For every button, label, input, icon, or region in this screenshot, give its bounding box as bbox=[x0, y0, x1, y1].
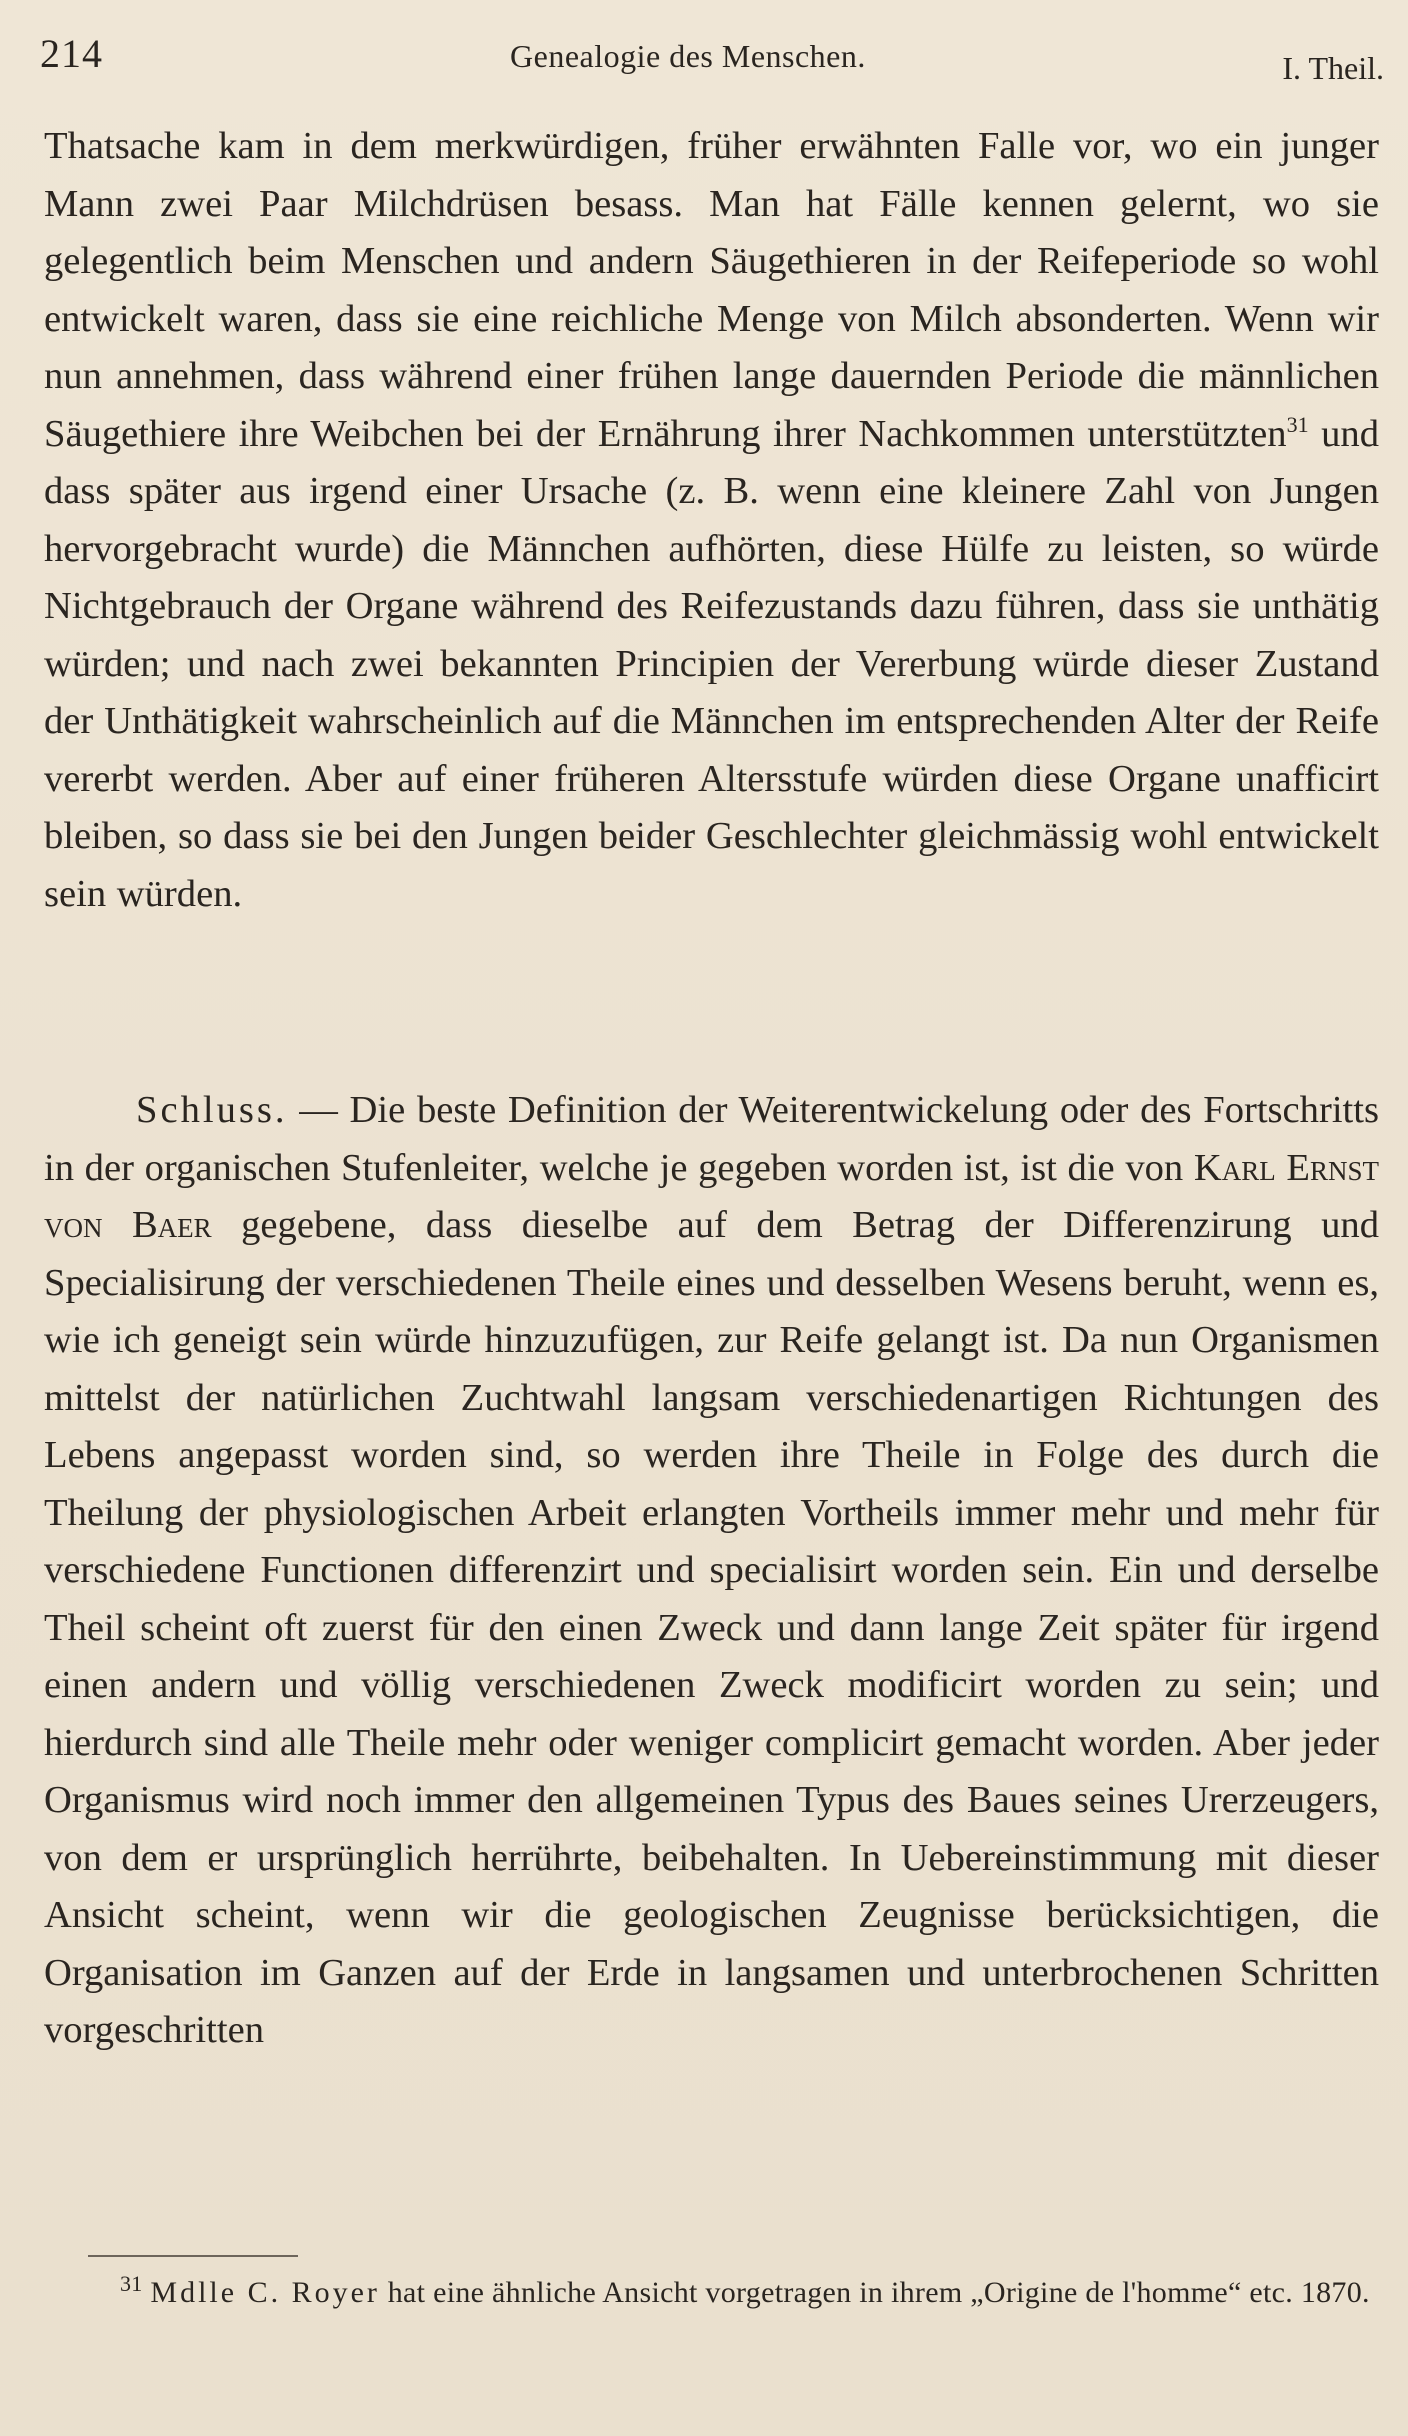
author-name: Karl Ernst von Baer bbox=[44, 1146, 1379, 1246]
paragraph-1-text-continued: und dass später aus irgend einer Ursache (z. B. wenn eine kleinere Zahl von Jungen hervorgebracht wurde) die Männchen aufhörten, diese Hülfe zu leisten, so würde Nichtgebrauch der Organe während des Reifezustands dazu führen, dass sie unthätig würden; und nach zwei bekannten Principien der Vererbung würde dieser Zustand der Unthätigkeit wahrscheinlich auf die Männchen im entsprechenden Alter der Reife vererbt werden. Aber auf einer früheren Altersstufe würden diese Organe unafficirt bleiben, so dass sie bei den Jungen beider Geschlechter gleichmässig wohl entwickelt sein würden. bbox=[44, 412, 1379, 915]
paragraph-1-text: Thatsache kam in dem merkwürdigen, früher erwähnten Falle vor, wo ein junger Mann zwei Paar Milchdrüsen besass. Man hat Fälle kennen gelernt, wo sie gelegentlich beim Menschen und andern Säugethieren in der Reifeperiode so wohl entwickelt waren, dass sie eine reichliche Menge von Milch absonderten. Wenn wir nun annehmen, dass während einer frühen lange dauernden Periode die männlichen Säugethiere ihre Weibchen bei der Ernährung ihrer Nachkommen unterstützten bbox=[44, 125, 1379, 455]
section-heading: Schluss. bbox=[136, 1089, 288, 1131]
paragraph-2 bbox=[44, 1082, 1379, 2060]
page-header bbox=[40, 30, 1384, 90]
running-title: Genealogie des Menschen. bbox=[510, 38, 866, 74]
paragraph-2-text: — Die beste Definition der Weiterentwickelung oder des Fortschritts in der organischen Stufenleiter, welche je gegeben worden ist, ist die von bbox=[44, 1089, 1379, 1189]
footnote-text: hat eine ähnliche Ansicht vorgetragen in ihrem „Origine de l'homme“ etc. 1870. bbox=[379, 2276, 1370, 2309]
footnote-divider bbox=[88, 2255, 298, 2257]
footnote-reference[interactable]: 31 bbox=[1286, 411, 1309, 437]
page-number: 214 bbox=[40, 31, 103, 76]
footnote bbox=[40, 2270, 1380, 2315]
footnote-number: 31 bbox=[120, 2271, 143, 2296]
paragraph-1 bbox=[44, 118, 1379, 923]
paragraph-2-text-continued: gegebene, dass dieselbe auf dem Betrag der Differenzirung und Specialisirung der verschiedenen Theile eines und desselben Wesens beruht, wenn es, wie ich geneigt sein würde hinzuzufügen, zur Reife gelangt ist. Da nun Organismen mittelst der natürlichen Zuchtwahl langsam verschiedenartigen Richtungen des Lebens angepasst worden sind, so werden ihre Theile in Folge des durch die Theilung der physiologischen Arbeit erlangten Vortheils immer mehr und mehr für verschiedene Functionen differenzirt und specialisirt worden sein. Ein und derselbe Theil scheint oft zuerst für den einen Zweck und dann lange Zeit später für irgend einen andern und völlig verschiedenen Zweck modificirt worden zu sein; und hierdurch sind alle Theile mehr oder weniger complicirt gemacht worden. Aber jeder Organismus wird noch immer den allgemeinen Typus des Baues seines Urerzeugers, von dem er ursprünglich herrührte, beibehalten. In Uebereinstimmung mit dieser Ansicht scheint, wenn wir die geologischen Zeugnisse berücksichtigen, die Organisation im Ganzen auf der Erde in langsamen und unterbrochenen Schritten vorgeschritten bbox=[44, 1204, 1380, 2051]
part-label: I. Theil. bbox=[1282, 50, 1384, 86]
footnote-author: Mdlle C. Royer bbox=[150, 2276, 380, 2309]
